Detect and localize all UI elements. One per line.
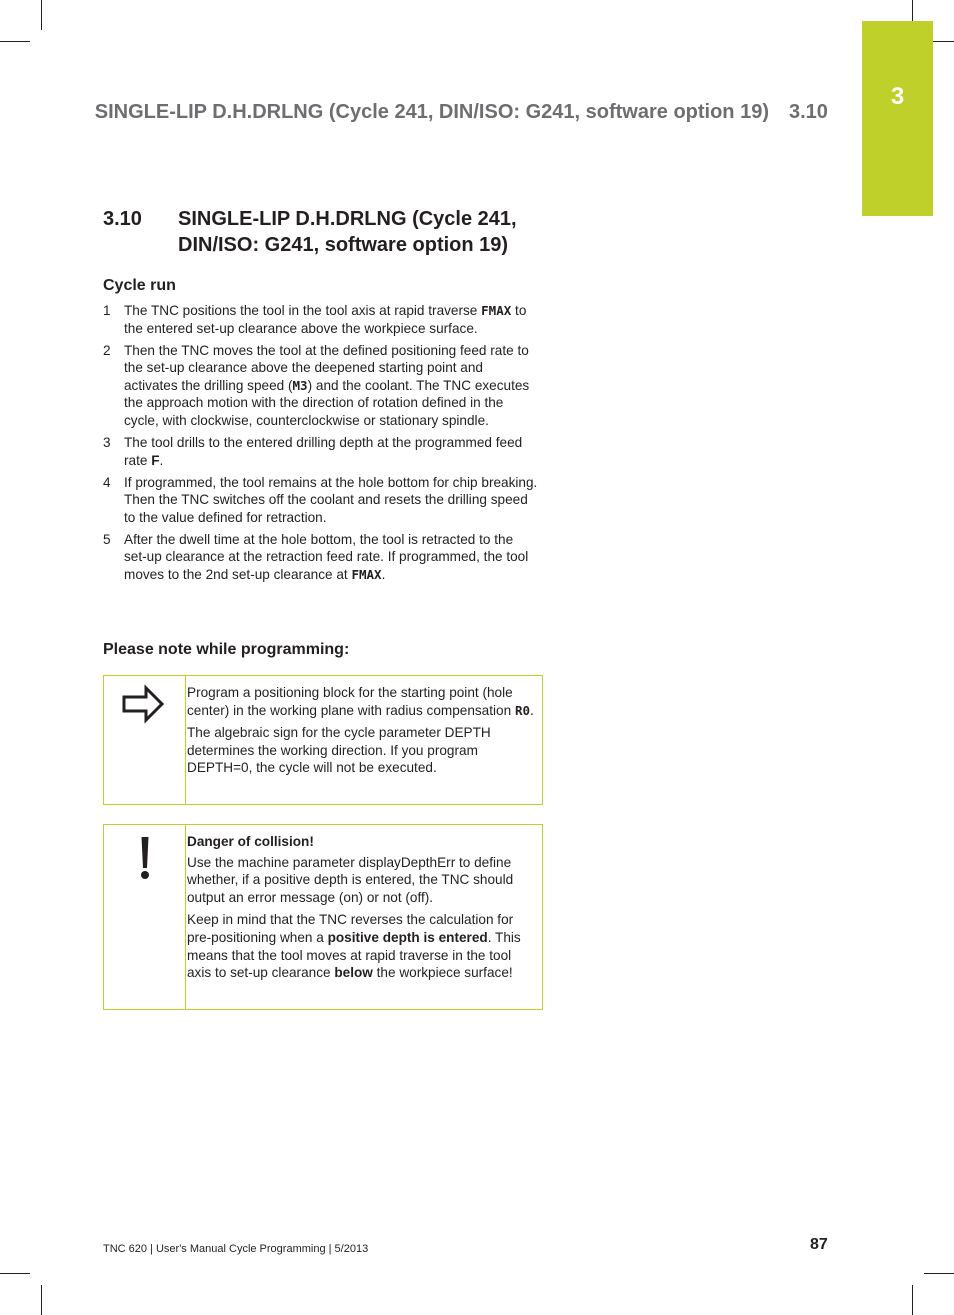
text-run: Keep in mind that the TNC reverses the calculation for pre-positioning when a bbox=[187, 912, 514, 945]
warning-text bbox=[187, 825, 542, 997]
crop-mark bbox=[0, 41, 30, 42]
crop-mark bbox=[41, 1285, 42, 1315]
step-number: 2 bbox=[103, 342, 111, 358]
code-keyword: FMAX bbox=[481, 303, 512, 318]
warning-paragraphs bbox=[187, 854, 534, 982]
crop-mark bbox=[41, 0, 42, 30]
bold-text: F bbox=[151, 452, 160, 468]
tip-box bbox=[103, 675, 543, 805]
list-item bbox=[103, 474, 538, 527]
step-number: 3 bbox=[103, 434, 111, 450]
code-keyword: M3 bbox=[292, 377, 308, 393]
footer-text: TNC 620 | User's Manual Cycle Programming | 5/2013 bbox=[103, 1243, 369, 1255]
bold-text: below bbox=[334, 965, 373, 981]
list-item bbox=[103, 342, 538, 430]
text-run: the workpiece surface! bbox=[372, 965, 513, 981]
crop-mark bbox=[0, 1273, 30, 1274]
crop-mark bbox=[912, 1285, 913, 1315]
text-run: ) and the coolant. The TNC executes the approach motion with the direction of rotation defined in the cycle, with clockwise, counterclockwise or stationary spindle. bbox=[124, 377, 530, 428]
text-run: The algebraic sign for the cycle parameter DEPTH determines the working direction. If you program DEPTH=0, the cycle will not be executed. bbox=[187, 725, 491, 776]
warning-box bbox=[103, 824, 543, 1010]
step-number: 4 bbox=[103, 474, 111, 490]
text-run: . This means that the tool moves at rapid traverse in the tool axis to set-up clearance bbox=[187, 929, 521, 981]
text-run: After the dwell time at the hole bottom, the tool is retracted to the set-up clearance at the retraction feed rate. If programmed, the tool moves to the 2nd set-up clearance at bbox=[124, 531, 529, 582]
code-keyword: R0 bbox=[514, 702, 530, 718]
tip-paragraph bbox=[187, 684, 534, 719]
text-run: If programmed, the tool remains at the hole bottom for chip breaking. Then the TNC switches off the coolant and resets the drilling speed to the value defined for retraction. bbox=[124, 474, 538, 525]
tip-icon-column bbox=[104, 676, 186, 804]
note-heading: Please note while programming: bbox=[103, 641, 350, 658]
arrow-right-icon bbox=[104, 676, 185, 736]
warning-title: Danger of collision! bbox=[187, 834, 314, 849]
tip-text bbox=[187, 676, 542, 792]
list-item bbox=[103, 302, 538, 337]
page-number: 87 bbox=[810, 1236, 828, 1253]
cycle-run-heading: Cycle run bbox=[103, 277, 176, 294]
warning-icon-column bbox=[104, 825, 186, 1009]
warning-paragraph bbox=[187, 911, 534, 981]
step-number: 5 bbox=[103, 531, 111, 547]
text-run: Program a positioning block for the starting point (hole center) in the working plane with radius compensation bbox=[187, 685, 515, 718]
cycle-run-steps bbox=[103, 302, 538, 588]
text-run: The tool drills to the entered drilling depth at the programmed feed rate bbox=[124, 434, 523, 468]
section-number: 3.10 bbox=[103, 208, 142, 230]
text-run: The TNC positions the tool in the tool axis at rapid traverse bbox=[124, 303, 482, 318]
text-run: to the entered set-up clearance above the workpiece surface. bbox=[124, 303, 527, 336]
text-run: Then the TNC moves the tool at the defined positioning feed rate to the set-up clearance above the deepened starting point and activates the drilling speed ( bbox=[124, 342, 529, 393]
text-run: Use the machine parameter displayDepthErr to define whether, if a positive depth is entered, the TNC should output an error message (on) or not (off). bbox=[187, 854, 514, 905]
code-keyword: FMAX bbox=[351, 566, 382, 582]
bold-text: positive depth is entered bbox=[327, 929, 488, 945]
text-run: . bbox=[530, 702, 534, 718]
tip-paragraph bbox=[187, 724, 534, 777]
warning-paragraph bbox=[187, 854, 534, 907]
list-item bbox=[103, 531, 538, 584]
chapter-number: 3 bbox=[890, 83, 905, 110]
running-head-number: 3.10 bbox=[789, 101, 828, 123]
list-item bbox=[103, 434, 538, 469]
exclamation-icon bbox=[104, 825, 185, 895]
chapter-tab bbox=[862, 21, 933, 216]
text-run: . bbox=[381, 566, 386, 582]
running-head-title: SINGLE-LIP D.H.DRLNG (Cycle 241, DIN/ISO: G241, software option 19) bbox=[94, 101, 769, 123]
section-title: SINGLE-LIP D.H.DRLNG (Cycle 241, DIN/ISO: G241, software option 19) bbox=[178, 208, 517, 256]
crop-mark bbox=[924, 1273, 954, 1274]
step-number: 1 bbox=[103, 303, 111, 318]
text-run: . bbox=[159, 452, 164, 468]
